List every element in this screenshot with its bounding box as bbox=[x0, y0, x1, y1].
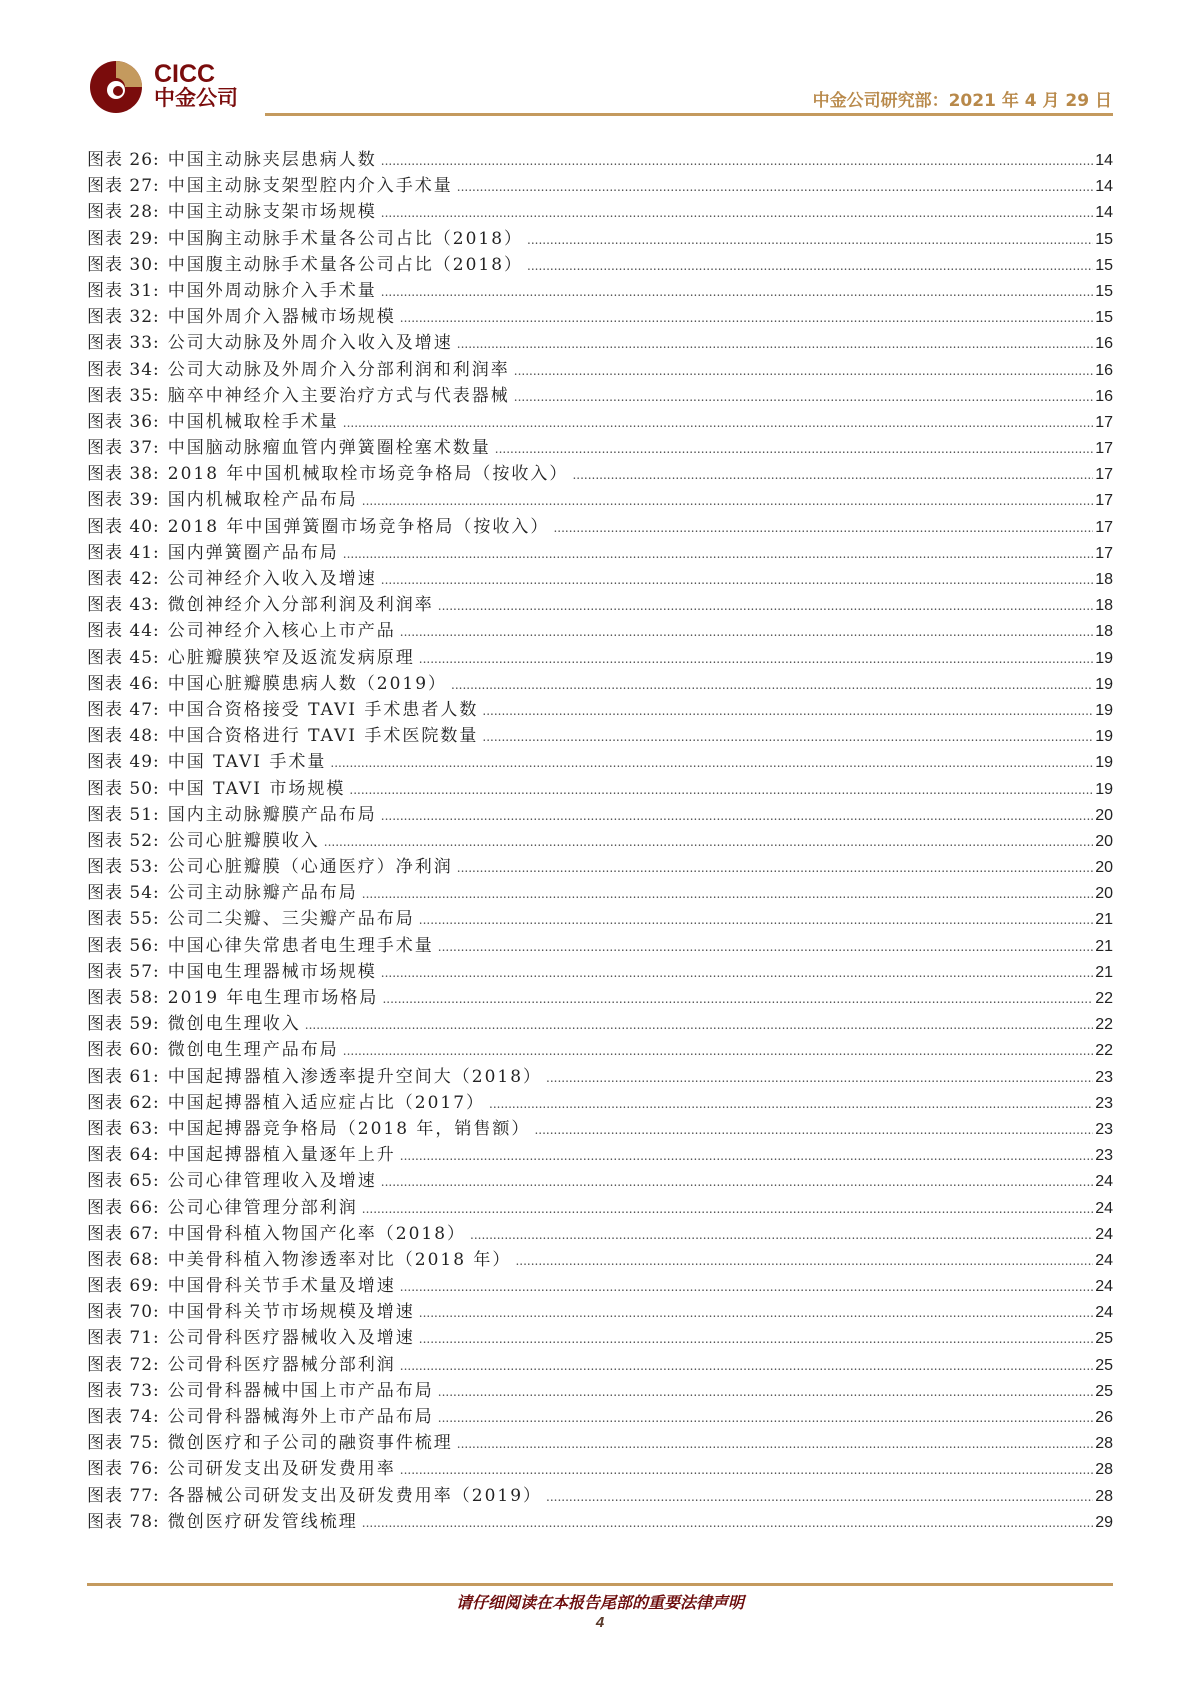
figure-title: 公司二尖瓣、三尖瓣产品布局 bbox=[167, 909, 415, 930]
dot-leader bbox=[482, 730, 1093, 744]
figure-title: 公司心脏瓣膜收入 bbox=[167, 830, 320, 851]
figure-title: 中国骨科关节市场规模及增速 bbox=[167, 1302, 415, 1323]
figure-title: 微创电生理产品布局 bbox=[167, 1040, 339, 1061]
toc-entry[interactable] bbox=[87, 197, 1113, 223]
toc-entry[interactable] bbox=[87, 1271, 1113, 1297]
brand-cn: 中金公司 bbox=[154, 86, 238, 110]
page-ref: 21 bbox=[1095, 911, 1113, 929]
page-ref: 23 bbox=[1095, 1147, 1113, 1165]
toc-entry[interactable] bbox=[87, 1193, 1113, 1219]
dot-leader bbox=[349, 783, 1093, 797]
figure-label: 图表 46: bbox=[87, 673, 160, 694]
dot-leader bbox=[362, 494, 1093, 508]
dot-leader bbox=[343, 416, 1093, 430]
figure-label: 图表 54: bbox=[87, 883, 160, 904]
page-ref: 19 bbox=[1095, 754, 1113, 772]
figure-label: 图表 62: bbox=[87, 1092, 160, 1113]
figure-label: 图表 78: bbox=[87, 1511, 160, 1532]
figure-label: 图表 66: bbox=[87, 1197, 160, 1218]
figure-label: 图表 39: bbox=[87, 490, 160, 511]
dot-leader bbox=[438, 599, 1093, 613]
page-ref: 21 bbox=[1095, 937, 1113, 955]
dot-leader bbox=[305, 1018, 1093, 1032]
toc-entry[interactable] bbox=[87, 721, 1113, 747]
dot-leader bbox=[324, 835, 1093, 849]
figure-label: 图表 47: bbox=[87, 699, 160, 720]
figure-title: 心脏瓣膜狭窄及返流发病原理 bbox=[167, 647, 415, 668]
figure-label: 图表 52: bbox=[87, 830, 160, 851]
figure-label: 图表 71: bbox=[87, 1328, 160, 1349]
figure-label: 图表 36: bbox=[87, 411, 160, 432]
page-ref: 19 bbox=[1095, 728, 1113, 746]
figure-title: 公司骨科医疗器械收入及增速 bbox=[167, 1328, 415, 1349]
figure-label: 图表 40: bbox=[87, 516, 160, 537]
header-date: 中金公司研究部：2021 年 4 月 29 日 bbox=[812, 91, 1112, 111]
page-ref: 25 bbox=[1095, 1330, 1113, 1348]
dot-leader bbox=[438, 1411, 1093, 1425]
dot-leader bbox=[381, 285, 1093, 299]
figure-label: 图表 48: bbox=[87, 726, 160, 747]
toc-entry[interactable] bbox=[87, 826, 1113, 852]
figure-label: 图表 35: bbox=[87, 385, 160, 406]
footer-divider bbox=[87, 1583, 1113, 1586]
figure-label: 图表 58: bbox=[87, 988, 160, 1008]
page-ref: 19 bbox=[1095, 780, 1113, 798]
figure-label: 图表 53: bbox=[87, 857, 160, 878]
dot-leader bbox=[438, 940, 1093, 954]
figure-title: 公司大动脉及外周介入分部利润和利润率 bbox=[167, 359, 510, 380]
dot-leader bbox=[343, 547, 1093, 561]
dot-leader bbox=[400, 625, 1093, 639]
page-number: 4 bbox=[595, 1614, 605, 1631]
figure-label: 图表 28: bbox=[87, 202, 160, 223]
figure-title: 脑卒中神经介入主要治疗方式与代表器械 bbox=[167, 385, 510, 406]
dot-leader bbox=[457, 337, 1093, 351]
toc-entry[interactable] bbox=[87, 1323, 1113, 1349]
toc-entry[interactable] bbox=[87, 800, 1113, 826]
figure-label: 图表 55: bbox=[87, 909, 160, 930]
figure-title: 公司神经介入收入及增速 bbox=[167, 569, 377, 589]
figure-label: 图表 72: bbox=[87, 1354, 160, 1375]
figure-title: 国内机械取栓产品布局 bbox=[167, 490, 358, 511]
page-ref: 19 bbox=[1095, 649, 1113, 667]
dot-leader bbox=[381, 154, 1093, 168]
dot-leader bbox=[381, 573, 1093, 587]
figure-label: 图表 37: bbox=[87, 438, 160, 459]
figure-label: 图表 49: bbox=[87, 752, 160, 773]
page-ref: 14 bbox=[1095, 152, 1113, 169]
figure-label: 图表 32: bbox=[87, 307, 160, 328]
dot-leader bbox=[457, 1437, 1093, 1451]
page-ref: 15 bbox=[1095, 256, 1113, 274]
toc-entry[interactable] bbox=[87, 643, 1113, 669]
dot-leader bbox=[343, 1044, 1093, 1058]
toc-entry[interactable] bbox=[87, 1140, 1113, 1166]
page-ref: 28 bbox=[1095, 1435, 1113, 1453]
figure-label: 图表 44: bbox=[87, 621, 160, 642]
toc-entry[interactable] bbox=[87, 1454, 1113, 1480]
toc-entry[interactable] bbox=[87, 1088, 1113, 1114]
figure-title: 中国骨科关节手术量及增速 bbox=[167, 1276, 396, 1297]
figure-label: 图表 67: bbox=[87, 1223, 160, 1244]
toc-entry[interactable] bbox=[87, 1114, 1113, 1140]
dot-leader bbox=[451, 678, 1093, 692]
page-ref: 19 bbox=[1095, 701, 1113, 719]
dot-leader bbox=[381, 1175, 1093, 1189]
dot-leader bbox=[382, 992, 1093, 1006]
page-ref: 26 bbox=[1095, 1409, 1113, 1426]
figure-title: 国内弹簧圈产品布局 bbox=[167, 542, 339, 563]
toc-entry[interactable] bbox=[87, 1376, 1113, 1402]
page-ref: 29 bbox=[1095, 1513, 1113, 1531]
figure-title: 中国电生理器械市场规模 bbox=[167, 961, 377, 982]
page-ref: 28 bbox=[1095, 1461, 1113, 1479]
page-ref: 21 bbox=[1095, 963, 1113, 981]
figure-label: 图表 61: bbox=[87, 1066, 160, 1087]
dot-leader bbox=[419, 913, 1093, 927]
figure-title: 中国心脏瓣膜患病人数（2019） bbox=[167, 673, 448, 694]
figure-title: 中国骨科植入物国产化率（2018） bbox=[167, 1223, 467, 1244]
toc-entry[interactable] bbox=[87, 355, 1113, 381]
dot-leader bbox=[362, 1516, 1093, 1530]
figure-label: 图表 56: bbox=[87, 935, 160, 956]
page-ref: 15 bbox=[1095, 309, 1113, 327]
brand-name bbox=[154, 62, 238, 109]
figure-label: 图表 73: bbox=[87, 1380, 160, 1401]
figure-title: 中国主动脉支架市场规模 bbox=[167, 202, 377, 223]
page-ref: 18 bbox=[1095, 571, 1113, 588]
dot-leader bbox=[419, 652, 1093, 666]
dot-leader bbox=[546, 1071, 1093, 1085]
figure-label: 图表 70: bbox=[87, 1302, 160, 1323]
page-ref: 14 bbox=[1095, 178, 1113, 196]
figure-title: 中国合资格接受 TAVI 手术患者人数 bbox=[167, 699, 479, 720]
dot-leader bbox=[457, 861, 1093, 875]
page-ref: 28 bbox=[1095, 1487, 1113, 1505]
toc-entry[interactable] bbox=[87, 747, 1113, 773]
figure-label: 图表 41: bbox=[87, 542, 160, 563]
page-ref: 20 bbox=[1095, 806, 1113, 824]
cicc-logo-icon bbox=[89, 60, 143, 114]
page-ref: 17 bbox=[1095, 413, 1113, 431]
figure-label: 图表 76: bbox=[87, 1459, 160, 1480]
figure-label: 图表 51: bbox=[87, 804, 160, 825]
toc-entry[interactable] bbox=[87, 171, 1113, 197]
toc-entry[interactable] bbox=[87, 1507, 1113, 1533]
toc-entry[interactable] bbox=[87, 983, 1113, 1009]
toc-entry[interactable] bbox=[87, 1402, 1113, 1428]
dot-leader bbox=[546, 1490, 1093, 1504]
figure-title: 中国外周介入器械市场规模 bbox=[167, 307, 396, 328]
page-ref: 17 bbox=[1095, 492, 1113, 510]
figure-title: 中国心律失常患者电生理手术量 bbox=[167, 935, 434, 956]
toc-entry[interactable] bbox=[87, 512, 1113, 538]
page-ref: 16 bbox=[1095, 387, 1113, 405]
dot-leader bbox=[400, 311, 1093, 325]
dot-leader bbox=[514, 364, 1093, 378]
figure-label: 图表 42: bbox=[87, 569, 160, 589]
page-ref: 24 bbox=[1095, 1278, 1113, 1296]
figure-title: 各器械公司研发支出及研发费用率（2019） bbox=[167, 1485, 543, 1506]
page-ref: 23 bbox=[1095, 1094, 1113, 1112]
page-ref: 17 bbox=[1095, 440, 1113, 458]
page-ref: 17 bbox=[1095, 466, 1113, 484]
figure-label: 图表 69: bbox=[87, 1276, 160, 1297]
figure-title: 公司研发支出及研发费用率 bbox=[167, 1459, 396, 1480]
page-ref: 16 bbox=[1095, 361, 1113, 379]
dot-leader bbox=[419, 1332, 1093, 1346]
toc-entry[interactable] bbox=[87, 852, 1113, 878]
toc-entry[interactable] bbox=[87, 1350, 1113, 1376]
figure-label: 图表 45: bbox=[87, 647, 160, 668]
figure-title: 中美骨科植入物渗透率对比（2018 年） bbox=[167, 1249, 512, 1270]
page-ref: 24 bbox=[1095, 1225, 1113, 1243]
figure-label: 图表 77: bbox=[87, 1485, 160, 1506]
toc-entry[interactable] bbox=[87, 616, 1113, 642]
figure-label: 图表 30: bbox=[87, 254, 160, 275]
toc-entry[interactable] bbox=[87, 957, 1113, 983]
toc-entry[interactable] bbox=[87, 328, 1113, 354]
toc-entry[interactable] bbox=[87, 1245, 1113, 1271]
page-ref: 24 bbox=[1095, 1173, 1113, 1191]
figure-label: 图表 75: bbox=[87, 1433, 160, 1454]
figure-label: 图表 34: bbox=[87, 359, 160, 380]
figure-label: 图表 63: bbox=[87, 1118, 160, 1139]
figure-title: 公司心律管理收入及增速 bbox=[167, 1171, 377, 1192]
toc-entry[interactable] bbox=[87, 1297, 1113, 1323]
dot-leader bbox=[534, 1123, 1093, 1137]
figure-title: 微创电生理收入 bbox=[167, 1014, 301, 1035]
figure-title: 中国腹主动脉手术量各公司占比（2018） bbox=[167, 254, 524, 275]
dot-leader bbox=[515, 1254, 1093, 1268]
figure-title: 中国 TAVI 市场规模 bbox=[167, 778, 346, 799]
dot-leader bbox=[400, 1149, 1093, 1163]
toc-entry[interactable] bbox=[87, 145, 1113, 171]
header-divider bbox=[265, 113, 1113, 116]
dot-leader bbox=[362, 887, 1093, 901]
page-ref: 19 bbox=[1095, 675, 1113, 693]
figure-label: 图表 57: bbox=[87, 961, 160, 982]
toc-entry[interactable] bbox=[87, 459, 1113, 485]
dot-leader bbox=[527, 233, 1093, 247]
brand-en: CICC bbox=[154, 60, 216, 88]
dot-leader bbox=[470, 1228, 1093, 1242]
page-ref: 22 bbox=[1095, 990, 1113, 1007]
dot-leader bbox=[514, 390, 1093, 404]
page-ref: 15 bbox=[1095, 230, 1113, 248]
toc-entry[interactable] bbox=[87, 1428, 1113, 1454]
dot-leader bbox=[381, 206, 1093, 220]
figure-title: 公司骨科医疗器械分部利润 bbox=[167, 1354, 396, 1375]
page-ref: 14 bbox=[1095, 204, 1113, 222]
figure-title: 中国主动脉支架型腔内介入手术量 bbox=[167, 176, 453, 197]
toc-entry[interactable] bbox=[87, 1009, 1113, 1035]
figure-title: 中国起搏器植入量逐年上升 bbox=[167, 1145, 396, 1166]
figure-title: 公司神经介入核心上市产品 bbox=[167, 621, 396, 642]
figure-title: 国内主动脉瓣膜产品布局 bbox=[167, 804, 377, 825]
toc-entry[interactable] bbox=[87, 931, 1113, 957]
dot-leader bbox=[400, 1280, 1093, 1294]
toc-entry[interactable] bbox=[87, 485, 1113, 511]
figure-title: 中国起搏器植入适应症占比（2017） bbox=[167, 1092, 486, 1113]
page-ref: 18 bbox=[1095, 623, 1113, 641]
figure-title: 微创医疗研发管线梳理 bbox=[167, 1511, 358, 1532]
figure-title: 2018 年中国机械取栓市场竞争格局（按收入） bbox=[167, 464, 569, 485]
page-ref: 18 bbox=[1095, 597, 1113, 615]
page-ref: 23 bbox=[1095, 1120, 1113, 1138]
figure-list bbox=[87, 145, 1113, 1533]
toc-entry[interactable] bbox=[87, 276, 1113, 302]
figure-title: 中国外周动脉介入手术量 bbox=[167, 280, 377, 301]
page-ref: 15 bbox=[1095, 282, 1113, 300]
figure-label: 图表 64: bbox=[87, 1145, 160, 1166]
toc-entry[interactable] bbox=[87, 433, 1113, 459]
figure-label: 图表 38: bbox=[87, 464, 160, 485]
page-ref: 25 bbox=[1095, 1356, 1113, 1374]
figure-title: 中国机械取栓手术量 bbox=[167, 411, 339, 432]
page-ref: 23 bbox=[1095, 1068, 1113, 1086]
dot-leader bbox=[330, 756, 1093, 770]
toc-entry[interactable] bbox=[87, 1166, 1113, 1192]
toc-entry[interactable] bbox=[87, 590, 1113, 616]
page-ref: 20 bbox=[1095, 885, 1113, 903]
page-ref: 24 bbox=[1095, 1251, 1113, 1269]
figure-title: 微创神经介入分部利润及利润率 bbox=[167, 595, 434, 616]
figure-title: 公司骨科器械中国上市产品布局 bbox=[167, 1380, 434, 1401]
figure-title: 中国合资格进行 TAVI 手术医院数量 bbox=[167, 726, 479, 747]
toc-entry[interactable] bbox=[87, 564, 1113, 590]
figure-title: 中国胸主动脉手术量各公司占比（2018） bbox=[167, 228, 524, 249]
figure-title: 2019 年电生理市场格局 bbox=[167, 988, 379, 1008]
toc-entry[interactable] bbox=[87, 774, 1113, 800]
figure-title: 中国脑动脉瘤血管内弹簧圈栓塞术数量 bbox=[167, 438, 491, 459]
toc-entry[interactable] bbox=[87, 1035, 1113, 1061]
page-ref: 24 bbox=[1095, 1304, 1113, 1322]
dot-leader bbox=[381, 966, 1093, 980]
figure-title: 微创医疗和子公司的融资事件梳理 bbox=[167, 1433, 453, 1454]
figure-title: 公司大动脉及外周介入收入及增速 bbox=[167, 333, 453, 354]
dot-leader bbox=[482, 704, 1093, 718]
figure-label: 图表 68: bbox=[87, 1249, 160, 1270]
figure-label: 图表 74: bbox=[87, 1407, 160, 1427]
toc-entry[interactable] bbox=[87, 904, 1113, 930]
dot-leader bbox=[489, 1097, 1093, 1111]
toc-entry[interactable] bbox=[87, 381, 1113, 407]
figure-label: 图表 33: bbox=[87, 333, 160, 354]
page-ref: 16 bbox=[1095, 335, 1113, 353]
dot-leader bbox=[457, 180, 1093, 194]
page-ref: 24 bbox=[1095, 1199, 1113, 1217]
toc-entry[interactable] bbox=[87, 669, 1113, 695]
figure-title: 公司心律管理分部利润 bbox=[167, 1197, 358, 1218]
dot-leader bbox=[400, 1359, 1093, 1373]
dot-leader bbox=[572, 468, 1093, 482]
page-ref: 20 bbox=[1095, 832, 1113, 850]
footer-disclaimer: 请仔细阅读在本报告尾部的重要法律声明 bbox=[455, 1593, 744, 1612]
dot-leader bbox=[553, 521, 1093, 535]
figure-title: 公司骨科器械海外上市产品布局 bbox=[167, 1407, 434, 1427]
figure-label: 图表 65: bbox=[87, 1171, 160, 1192]
figure-label: 图表 26: bbox=[87, 150, 160, 170]
page-ref: 22 bbox=[1095, 1042, 1113, 1060]
page-ref: 17 bbox=[1095, 544, 1113, 562]
toc-entry[interactable] bbox=[87, 538, 1113, 564]
figure-label: 图表 27: bbox=[87, 176, 160, 197]
figure-label: 图表 59: bbox=[87, 1014, 160, 1035]
figure-title: 公司主动脉瓣产品布局 bbox=[167, 883, 358, 904]
figure-label: 图表 29: bbox=[87, 228, 160, 249]
page-ref: 20 bbox=[1095, 859, 1113, 877]
dot-leader bbox=[400, 1463, 1093, 1477]
figure-label: 图表 31: bbox=[87, 280, 160, 301]
figure-title: 公司心脏瓣膜（心通医疗）净利润 bbox=[167, 857, 453, 878]
figure-label: 图表 50: bbox=[87, 778, 160, 799]
toc-entry[interactable] bbox=[87, 224, 1113, 250]
dot-leader bbox=[438, 1385, 1093, 1399]
page-ref: 25 bbox=[1095, 1382, 1113, 1400]
dot-leader bbox=[419, 1306, 1093, 1320]
toc-entry[interactable] bbox=[87, 250, 1113, 276]
figure-label: 图表 60: bbox=[87, 1040, 160, 1061]
page-ref: 22 bbox=[1095, 1016, 1113, 1034]
toc-entry[interactable] bbox=[87, 1062, 1113, 1088]
dot-leader bbox=[362, 1202, 1093, 1216]
figure-title: 2018 年中国弹簧圈市场竞争格局（按收入） bbox=[167, 516, 550, 537]
figure-label: 图表 43: bbox=[87, 595, 160, 616]
toc-entry[interactable] bbox=[87, 878, 1113, 904]
toc-entry[interactable] bbox=[87, 695, 1113, 721]
toc-entry[interactable] bbox=[87, 302, 1113, 328]
dot-leader bbox=[381, 809, 1093, 823]
dot-leader bbox=[495, 442, 1093, 456]
toc-entry[interactable] bbox=[87, 407, 1113, 433]
figure-title: 中国起搏器植入渗透率提升空间大（2018） bbox=[167, 1066, 543, 1087]
page-ref: 17 bbox=[1095, 518, 1113, 536]
figure-title: 中国主动脉夹层患病人数 bbox=[167, 150, 377, 170]
figure-title: 中国起搏器竞争格局（2018 年，销售额） bbox=[167, 1118, 531, 1139]
dot-leader bbox=[527, 259, 1093, 273]
figure-title: 中国 TAVI 手术量 bbox=[167, 752, 327, 773]
toc-entry[interactable] bbox=[87, 1219, 1113, 1245]
toc-entry[interactable] bbox=[87, 1481, 1113, 1507]
